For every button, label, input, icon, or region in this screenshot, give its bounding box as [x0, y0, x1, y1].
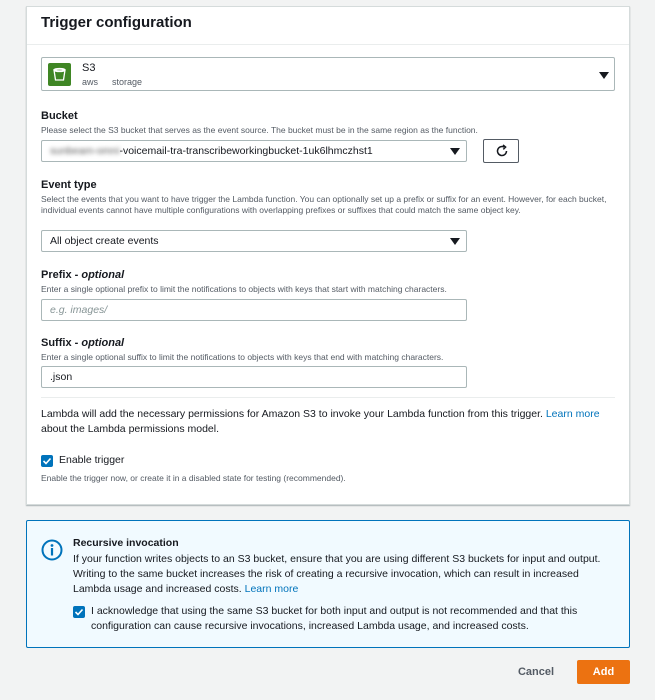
recursive-invocation-alert	[26, 520, 630, 648]
suffix-description: Enter a single optional suffix to limit the notifications to objects with keys that end with matching characters.	[41, 352, 444, 362]
source-name: S3	[82, 62, 96, 74]
chevron-down-icon	[450, 238, 460, 245]
add-button[interactable]: Add	[577, 660, 630, 684]
event-type-label: Event type	[41, 179, 97, 191]
checkmark-icon	[42, 456, 52, 466]
bucket-label: Bucket	[41, 110, 78, 122]
permissions-note: Lambda will add the necessary permissions for Amazon S3 to invoke your Lambda function from this trigger. Learn more about the Lambda permissions model.	[41, 408, 600, 435]
source-tag-aws: aws	[82, 77, 99, 87]
event-type-select[interactable]	[41, 230, 467, 252]
refresh-buckets-button[interactable]	[483, 139, 519, 163]
chevron-down-icon	[599, 72, 609, 79]
bucket-select[interactable]	[41, 140, 467, 162]
trigger-configuration-panel	[26, 6, 630, 505]
acknowledge-label: I acknowledge that using the same S3 bucket for both input and output is not recommended and that this configuration can cause recursive invocations, increased Lambda usage, and increased costs.	[91, 605, 578, 632]
learn-more-recursion-link[interactable]: Learn more	[244, 583, 299, 595]
chevron-down-icon	[450, 148, 460, 155]
panel-header	[27, 7, 629, 45]
prefix-label: Prefix - optional	[41, 269, 125, 281]
alert-title: Recursive invocation	[73, 537, 179, 549]
suffix-input[interactable]: .json	[41, 366, 467, 388]
checkmark-icon	[74, 607, 84, 617]
enable-trigger-label: Enable trigger	[59, 454, 125, 466]
source-tag-category: storage	[112, 77, 143, 87]
enable-trigger-description: Enable the trigger now, or create it in a disabled state for testing (recommended).	[41, 473, 346, 483]
acknowledge-checkbox[interactable]	[73, 606, 85, 618]
event-type-description: Select the events that you want to have trigger the Lambda function. You can optionally set up a prefix or suffix for an event. However, for each bucket, individual events cannot have multiple configurations with overlapping prefixes or suffixes that could match the same object key.	[41, 194, 607, 215]
suffix-label: Suffix - optional	[41, 337, 125, 349]
panel-title: Trigger configuration	[41, 14, 192, 31]
learn-more-permissions-link[interactable]: Learn more	[545, 408, 600, 420]
bucket-value-redacted: sunbeam-omni	[50, 145, 120, 157]
prefix-input[interactable]: e.g. images/	[41, 299, 467, 321]
cancel-button[interactable]: Cancel	[508, 660, 564, 684]
event-type-value: All object create events	[50, 235, 159, 247]
info-icon	[41, 539, 63, 561]
enable-trigger-checkbox[interactable]	[41, 455, 53, 467]
s3-bucket-icon	[48, 63, 71, 86]
alert-body: If your function writes objects to an S3 bucket, ensure that you are using different S3 buckets for input and output. Writing to the same bucket increases the risk of creating a recursive invocation, which can result in increased Lambda usage and increased costs. Learn more	[73, 553, 601, 595]
prefix-description: Enter a single optional prefix to limit the notifications to objects with keys that start with matching characters.	[41, 284, 447, 294]
divider	[41, 397, 615, 398]
bucket-value: -voicemail-tra-transcribeworkingbucket-1uk6lhmczhst1	[119, 145, 373, 157]
trigger-source-select[interactable]	[41, 57, 615, 91]
refresh-icon	[495, 144, 509, 158]
bucket-description: Please select the S3 bucket that serves as the event source. The bucket must be in the same region as the function.	[41, 125, 478, 135]
